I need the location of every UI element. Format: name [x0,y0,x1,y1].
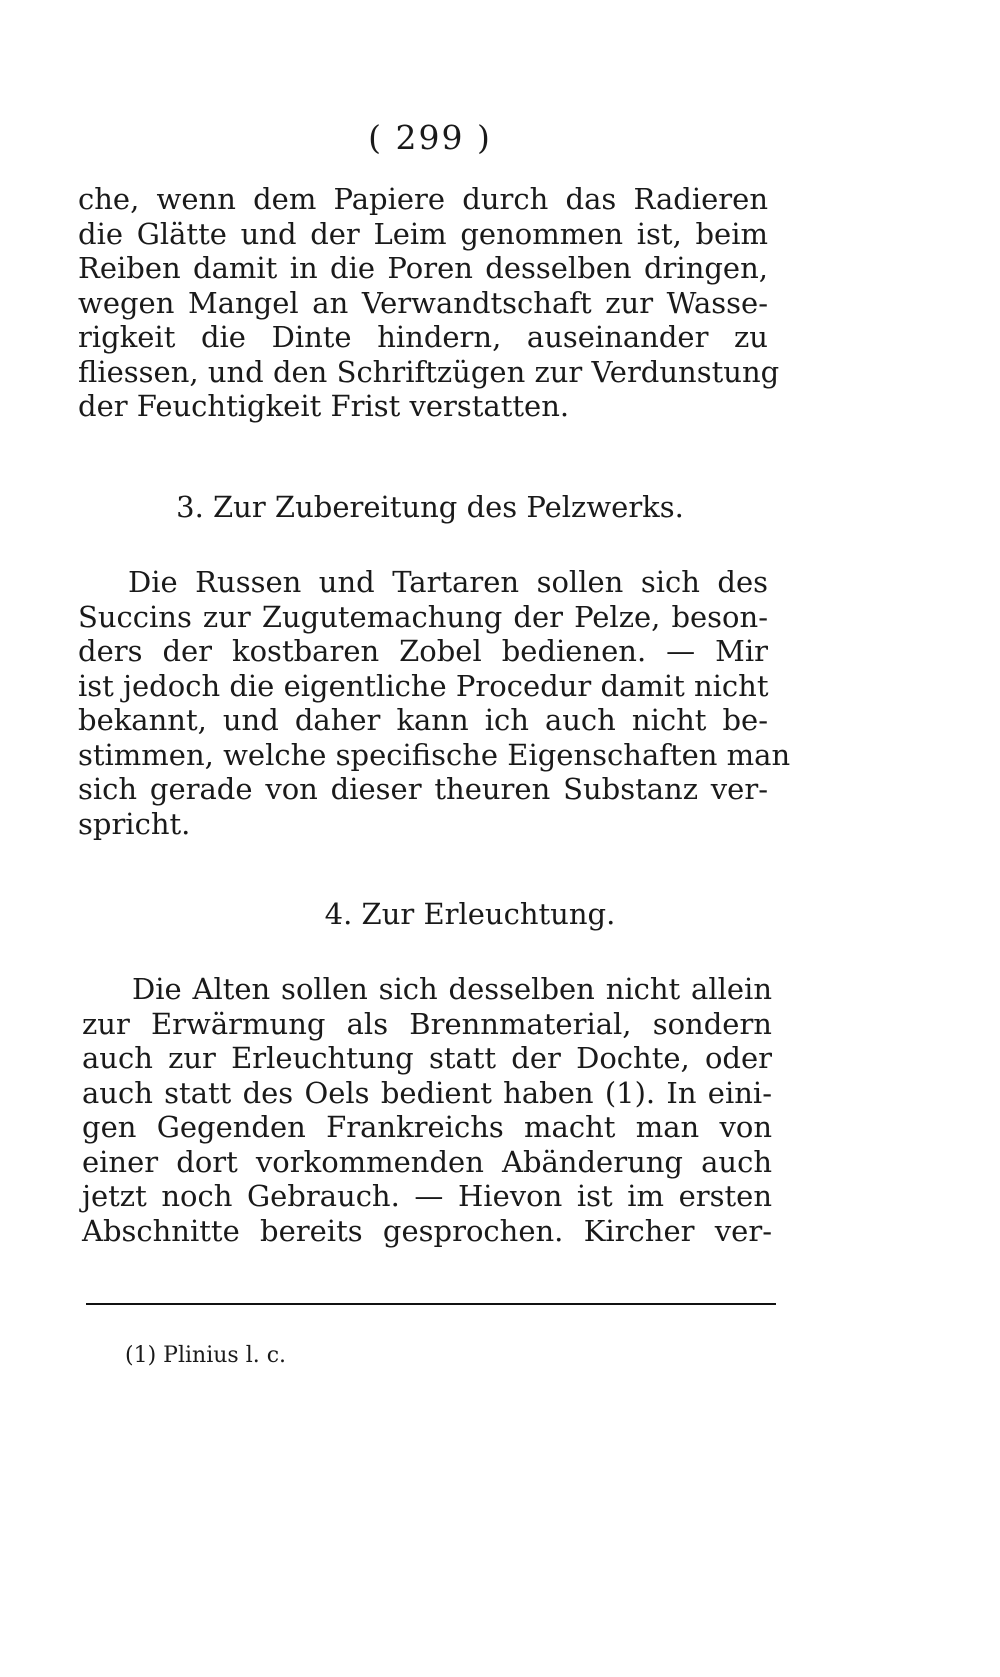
text-line: ist jedoch die eigentliche Procedur damit nicht [78,668,769,703]
text-line: stimmen, welche specifische Eigenschaften man [78,737,791,772]
text-line: Reiben damit in die Poren desselben dringen, [78,251,768,285]
text-line: rigkeit die Dinte hindern, auseinander zu [78,320,768,354]
text-line: fliessen, und den Schriftzügen zur Verdunstung [78,354,780,389]
text-line: zur Erwärmung als Brennmaterial, sondern [82,1006,772,1041]
section-heading-3: 3. Zur Zubereitung des Pelzwerks. [176,490,684,524]
text-line: wegen Mangel an Verwandtschaft zur Wasse- [78,285,768,320]
text-line: gen Gegenden Frankreichs macht man von [82,1110,772,1144]
text-line: auch statt des Oels bedient haben (1). In eini- [82,1075,772,1110]
text-line: die Glätte und der Leim genommen ist, beim [78,216,768,251]
text-line: spricht. [78,806,191,841]
text-line: Die Russen und Tartaren sollen sich des [128,565,768,599]
text-line: che, wenn dem Papiere durch das Radieren [78,182,768,216]
text-line: einer dort vorkommenden Abänderung auch [82,1144,772,1179]
text-line: der Feuchtigkeit Frist verstatten. [78,389,570,423]
paragraph-2 [78,565,791,841]
text-line: auch zur Erleuchtung statt der Dochte, oder [82,1041,772,1075]
page-number: ( 299 ) [368,118,492,157]
text-line: ders der kostbaren Zobel bedienen. — Mir [78,634,768,668]
text-line: bekannt, und daher kann ich auch nicht be- [78,703,768,737]
paragraph-1 [78,182,780,424]
text-line: Succins zur Zugutemachung der Pelze, beson- [78,599,768,634]
paragraph-3 [82,972,772,1248]
section-heading-4: 4. Zur Erleuchtung. [324,897,616,931]
text-line: sich gerade von dieser theuren Substanz ver- [78,772,768,806]
text-line: Die Alten sollen sich desselben nicht allein [132,972,772,1006]
footnote: (1) Plinius l. c. [125,1343,287,1368]
text-line: jetzt noch Gebrauch. — Hievon ist im ersten [82,1179,772,1213]
footnote-divider [86,1303,776,1305]
text-line: Abschnitte bereits gesprochen. Kircher ver- [82,1213,772,1248]
